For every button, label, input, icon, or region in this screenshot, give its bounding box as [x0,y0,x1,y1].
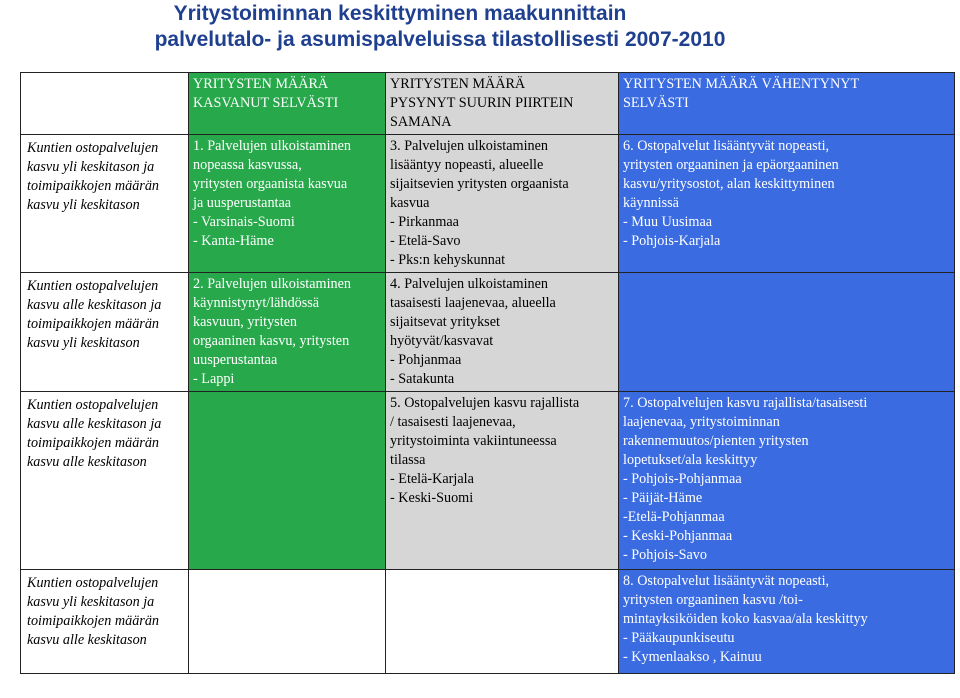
table-row [21,135,955,273]
header-stable: YRITYSTEN MÄÄRÄ PYSYNYT SUURIN PIIRTEIN SAMANA [386,73,619,135]
cell-grey: 4. Palvelujen ulkoistaminen tasaisesti laajenevaa, alueella sijaitsevat yritykset hyötyvät/kasvavat - Pohjanmaa - Satakunta [386,273,619,392]
row-label: Kuntien ostopalvelujen kasvu yli keskitason ja toimipaikkojen määrän kasvu yli keskitason [21,135,189,273]
cell-green: 2. Palvelujen ulkoistaminen käynnistynyt/lähdössä kasvuun, yritysten orgaaninen kasvu, yritysten uusperustantaa - Lappi [189,273,386,392]
cell-green: 1. Palvelujen ulkoistaminen nopeassa kasvussa, yritysten orgaanista kasvua ja uusperustantaa - Varsinais-Suomi - Kanta-Häme [189,135,386,273]
row-label: Kuntien ostopalvelujen kasvu alle keskitason ja toimipaikkojen määrän kasvu alle keskitason [21,392,189,570]
table-row [21,570,955,674]
page-title: Yritystoiminnan keskittyminen maakunnittain [173,2,627,25]
classification-table [20,72,955,674]
table-row [21,392,955,570]
header-row [21,73,955,135]
cell-blue: 6. Ostopalvelut lisääntyvät nopeasti, yritysten orgaaninen ja epäorgaaninen kasvu/yritysostot, alan keskittyminen käynnissä - Muu Uusimaa - Pohjois-Karjala [619,135,955,273]
cell-empty [189,570,386,674]
cell-blue [619,273,955,392]
cell-green [189,392,386,570]
row-label: Kuntien ostopalvelujen kasvu yli keskitason ja toimipaikkojen määrän kasvu alle keskitason [21,570,189,674]
corner-cell [21,73,189,135]
cell-blue: 8. Ostopalvelut lisääntyvät nopeasti, yritysten orgaaninen kasvu /toi- mintayksiköiden koko kasvaa/ala keskittyy - Pääkaupunkiseutu - Kymenlaakso , Kainuu [619,570,955,674]
table-row [21,273,955,392]
header-increased: YRITYSTEN MÄÄRÄ KASVANUT SELVÄSTI [189,73,386,135]
page-subtitle: palvelutalo- ja asumispalveluissa tilastollisesti 2007-2010 [154,28,726,51]
cell-grey: 5. Ostopalvelujen kasvu rajallista / tasaisesti laajenevaa, yritystoiminta vakiintuneessa tilassa - Etelä-Karjala - Keski-Suomi [386,392,619,570]
cell-grey: 3. Palvelujen ulkoistaminen lisääntyy nopeasti, alueelle sijaitsevien yritysten orgaanista kasvua - Pirkanmaa - Etelä-Savo - Pks:n kehyskunnat [386,135,619,273]
cell-empty [386,570,619,674]
row-label: Kuntien ostopalvelujen kasvu alle keskitason ja toimipaikkojen määrän kasvu yli keskitason [21,273,189,392]
header-decreased: YRITYSTEN MÄÄRÄ VÄHENTYNYT SELVÄSTI [619,73,955,135]
cell-blue: 7. Ostopalvelujen kasvu rajallista/tasaisesti laajenevaa, yritystoiminnan rakennemuutos/pienten yritysten lopetukset/ala keskittyy - Pohjois-Pohjanmaa - Päijät-Häme -Etelä-Pohjanmaa - Keski-Pohjanmaa - Pohjois-Savo [619,392,955,570]
